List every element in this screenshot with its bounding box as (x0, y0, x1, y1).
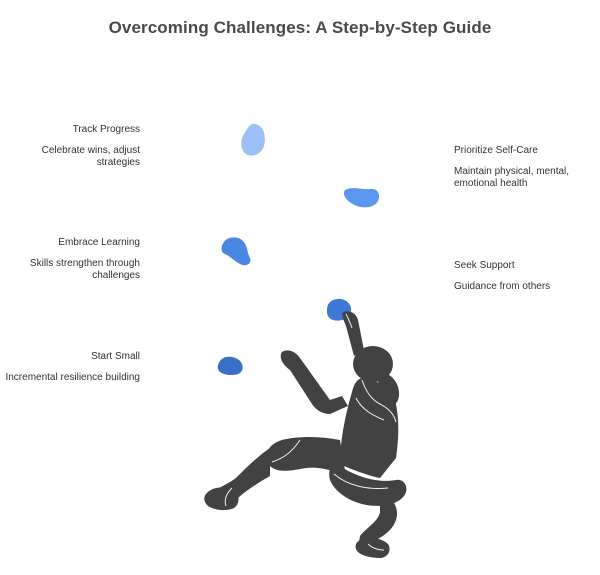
step-label: Start Small (91, 351, 140, 362)
step-label: Prioritize Self-Care (454, 145, 538, 156)
hold-embrace-learning (222, 237, 251, 265)
step-label: Seek Support (454, 260, 515, 271)
hold-track-progress (241, 124, 265, 156)
step-description: Maintain physical, mental, emotional health (454, 166, 570, 189)
page-title: Overcoming Challenges: A Step-by-Step Guide (108, 18, 492, 37)
hold-start-small (218, 357, 243, 375)
step-label: Track Progress (72, 124, 140, 135)
climber-figure (204, 311, 406, 558)
step-label: Embrace Learning (58, 237, 140, 248)
step-description: Incremental resilience building (5, 372, 140, 383)
hold-prioritize-self-care (344, 188, 379, 207)
step-description: Guidance from others (454, 281, 551, 292)
step-description: Celebrate wins, adjust strategies (41, 145, 140, 168)
step-description: Skills strengthen through challenges (29, 258, 140, 281)
